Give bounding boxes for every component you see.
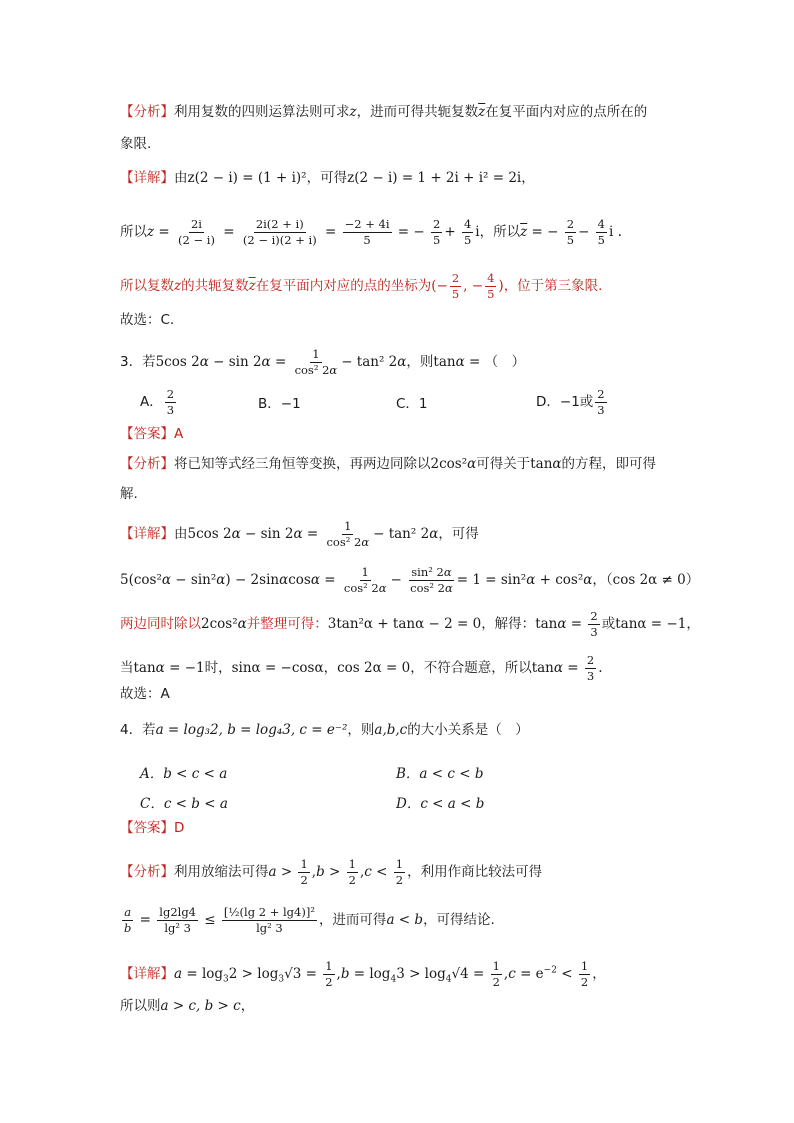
q4-stem (120, 724, 529, 738)
q4-option-a: A．b < c < a (140, 766, 228, 782)
text: 由 (174, 170, 188, 186)
q3-detail-line1: 【详解】由5cos 2α − sin 2α = $\frac{1}{\text{cos² 2α}}$ − tan² 2α，可得 (120, 519, 479, 549)
text: 4．若 (120, 722, 156, 738)
text: 的方程，即可得 (561, 456, 657, 472)
text: 两边同时除以 (120, 616, 201, 633)
fraction: $\frac{2i}{(2 - i)}$ (178, 217, 215, 247)
math-z-bar: $\overline{z}$ (478, 104, 486, 120)
q2-detail-line2: 所以z = $\frac{2i}{(2 - i)}$ = $\frac{2i(2 + i)}{(2 - i)(2 + i)}$ = $\frac{-2 + 4i}{5}$ = − $\frac{2}{5}$ + $\frac{4}{5}$ i，所以$\overline{z}$ = − $\frac{2}{5}$ − $\frac{4}{5}$ i . (120, 217, 622, 247)
analysis-tag: 【分析】 (120, 864, 174, 881)
q3-detail-line4: 当tanα = −1时，sinα = −cosα，cos 2α = 0，不符合题意，所以tanα = $\frac{2}{3}$ . (120, 653, 603, 683)
detail-tag: 【详解】 (120, 526, 174, 543)
math-eq: z(2 − i) = (1 + i)² (187, 170, 307, 186)
math-z: z (349, 104, 357, 120)
math-eq: cos 2α = 0 (337, 660, 411, 677)
text: ，可得 (306, 170, 348, 186)
text: 所以 (120, 224, 147, 241)
condition: （cos 2α ≠ 0） (605, 572, 700, 589)
detail-tag: 【详解】 (120, 966, 174, 983)
text: ，可得 (438, 526, 479, 543)
q2-analysis-line2 (120, 138, 151, 152)
analysis-tag: 【分析】 (120, 104, 174, 120)
text: 在复平面内对应的点所在的 (485, 104, 648, 120)
text: 将已知等式经三角恒等变换，再两边同除以 (174, 456, 431, 472)
text: ，利用作商比较法可得 (407, 864, 543, 881)
text: 并整理可得： (246, 616, 328, 633)
fraction: $\frac{2}{5}$ (566, 217, 575, 247)
fraction: $\frac{2i(2 + i)}{(2 - i)(2 + i)}$ (242, 217, 317, 247)
text: 所以复数 (120, 278, 174, 295)
text: ，则 (406, 354, 434, 371)
q3-option-b: B．−1 (258, 396, 301, 412)
q3-stem: 3．若5cos 2α − sin 2α = $\frac{1}{\text{cos² 2α}}$ − tan² 2α，则tanα = （ ） (120, 347, 526, 377)
text: （ ） (484, 354, 526, 371)
math-eq: tanα = −1 (615, 616, 687, 633)
text: 由 (174, 526, 188, 543)
text: A． (140, 394, 163, 411)
math-eq: a > c, b > c (160, 998, 241, 1014)
q4-detail-line1: 【详解】$a = \log_32 > \log_3√3$ = $\frac{1}{2}$ $,b = \log_43 > \log_4√4$ = $\frac{1}{2}$ $,c = e^{-2}$ < $\frac{1}{2}$ ， (120, 959, 606, 989)
text: 3．若 (120, 354, 156, 371)
fraction: $\frac{2}{5}$ (433, 217, 441, 247)
text: 的共轭复数 (181, 278, 249, 295)
text: ，可得结论. (423, 912, 495, 929)
text: 象限. (120, 136, 152, 152)
text: 在复平面内对应的点的坐标为 (255, 278, 432, 295)
q2-conj-line: 所以复数z的共轭复数$\overline{z}$在复平面内对应的点的坐标为(− $\frac{2}{5}$ , − $\frac{4}{5}$ )，位于第三象限. (120, 271, 603, 301)
text: 解. (120, 486, 138, 502)
text: ， (240, 998, 255, 1014)
text: ，解得： (481, 616, 536, 633)
q4-analysis-line2: $\frac{a}{b}$ = $\frac{\lg 2\lg 4}{\text{lg² 3}}$ ≤ $\frac{\text{[½(lg 2 + lg4)]²}}{\text{lg² 3}}$ ，进而可得a < b，可得结论. (124, 905, 495, 935)
detail-tag: 【详解】 (120, 170, 174, 186)
q4-analysis-line1: 【分析】利用放缩法可得a > $\frac{1}{2}$ ,b > $\frac{1}{2}$ ,c < $\frac{1}{2}$ ，利用作商比较法可得 (120, 857, 543, 887)
q3-option-a: A． $\frac{2}{3}$ (140, 387, 175, 417)
q3-analysis-line2 (120, 488, 138, 502)
fraction: $\frac{4}{5}$ (463, 217, 472, 247)
text: 当 (120, 660, 134, 677)
q3-choice: 故选：A (120, 686, 170, 702)
text: 或 (601, 616, 616, 633)
q3-option-c: C．1 (396, 396, 428, 412)
text: 利用放缩法可得 (174, 864, 269, 881)
q3-detail-line2: 5(cos²α − sin²α) − 2sinαcosα = $\frac{1}{\text{cos² 2α}}$ − $\frac{\text{sin² 2α}}{\text{cos² 2α}}$ = 1 = sin²α + cos²α，（cos 2α ≠ 0） (120, 565, 700, 595)
text: ， (323, 660, 338, 677)
math-eq: sinα = −cosα (231, 660, 324, 677)
q4-option-b: B．a < c < b (396, 766, 484, 782)
q4-option-c: C．c < b < a (140, 796, 228, 812)
q2-analysis-line1 (120, 106, 647, 120)
math-eq: 3tan²α + tanα − 2 = 0 (327, 616, 482, 633)
text: 的大小关系是（ ） (407, 722, 529, 738)
math-vars: a,b,c (374, 722, 408, 738)
q4-answer: 【答案】D (120, 820, 185, 836)
text: ，不符合题意，所以 (410, 660, 532, 677)
text: 可得关于 (476, 456, 531, 472)
q4-option-d: D．c < a < b (396, 796, 485, 812)
q3-detail-line3: 两边同时除以2cos²α并整理可得：3tan²α + tanα − 2 = 0，解得：tanα = $\frac{2}{3}$ 或tanα = −1， (120, 609, 700, 639)
q2-choice: 故选：C. (120, 312, 175, 328)
text: 利用复数的四则运算法则可求 (174, 104, 350, 120)
text: ，则 (347, 722, 375, 738)
q2-detail-line1 (120, 172, 535, 186)
text: 所以则 (120, 998, 161, 1014)
math-eq: z(2 − i) = 1 + 2i + i² = 2i (347, 170, 522, 186)
text: ，进而可得 (318, 912, 387, 929)
text: ， (521, 170, 535, 186)
text: ，所以 (479, 224, 521, 241)
q3-answer: 【答案】A (120, 426, 184, 442)
fraction: $\frac{4}{5}$ (597, 217, 605, 247)
text: D．−1或 (536, 394, 594, 411)
math-eq: a = log₃2, b = log₄3, c = e⁻² (155, 722, 348, 738)
text: 时， (204, 660, 232, 677)
q3-option-d: D．−1或 $\frac{2}{3}$ (536, 387, 605, 417)
q4-detail-line2 (120, 1000, 254, 1014)
fraction: $\frac{1}{\text{cos² 2α}}$ (294, 347, 338, 377)
fraction: $\frac{-2 + 4i}{5}$ (344, 217, 390, 247)
analysis-tag: 【分析】 (120, 456, 174, 472)
q3-analysis-line1: 【分析】将已知等式经三角恒等变换，再两边同除以2cos²α可得关于tanα的方程，即可得 (120, 456, 657, 472)
text: ，位于第三象限. (503, 278, 603, 295)
text: ，进而可得共轭复数 (356, 104, 479, 120)
